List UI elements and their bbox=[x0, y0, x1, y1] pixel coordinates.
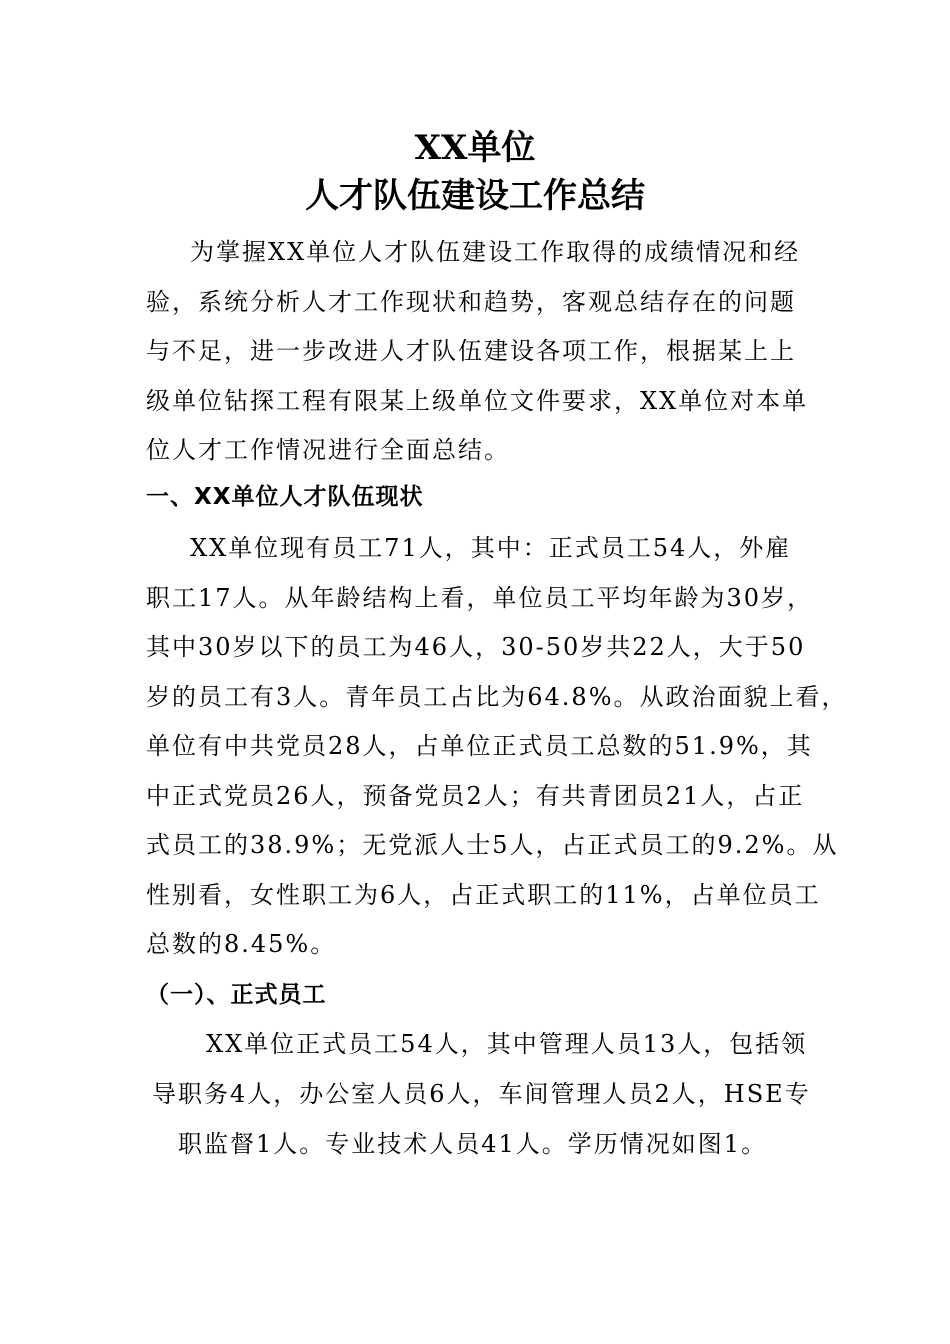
intro-line: 验，系统分析人才工作现状和趋势，客观总结存在的问题 bbox=[146, 287, 796, 316]
subsection1-line: 职监督1人。专业技术人员41人。学历情况如图1。 bbox=[178, 1130, 768, 1158]
subsection-heading: （一）、正式员工 bbox=[146, 982, 327, 1008]
document-title-line1: XX单位 bbox=[414, 128, 536, 168]
section1-line: 单位有中共党员28人，占单位正式员工总数的51.9%，其 bbox=[146, 732, 813, 760]
document-title-line2: 人才队伍建设工作总结 bbox=[305, 176, 645, 216]
section1-line: 总数的8.45%。 bbox=[146, 930, 337, 958]
subsection1-line: XX单位正式员工54人，其中管理人员13人，包括领 bbox=[206, 1030, 808, 1058]
section1-line: 式员工的38.9%；无党派人士5人，占正式员工的9.2%。从 bbox=[146, 831, 839, 859]
section1-line: 职工17人。从年龄结构上看，单位员工平均年龄为30岁， bbox=[146, 583, 814, 612]
section1-line: XX单位现有员工71人，其中：正式员工54人，外雇 bbox=[190, 534, 792, 562]
section1-line: 岁的员工有3人。青年员工占比为64.8%。从政治面貌上看， bbox=[146, 682, 848, 711]
section1-line: 其中30岁以下的员工为46人，30-50岁共22人，大于50 bbox=[146, 633, 806, 661]
intro-line: 为掌握XX单位人才队伍建设工作取得的成绩情况和经 bbox=[190, 238, 801, 266]
section1-paragraph bbox=[146, 524, 848, 970]
section-heading: 一、XX单位人才队伍现状 bbox=[146, 484, 424, 510]
intro-line: 级单位钻探工程有限某上级单位文件要求，XX单位对本单 bbox=[146, 386, 809, 415]
intro-paragraph bbox=[146, 228, 816, 476]
intro-line: 与不足，进一步改进人才队伍建设各项工作，根据某上上 bbox=[146, 337, 796, 365]
intro-line: 位人才工作情况进行全面总结。 bbox=[146, 436, 510, 464]
section1-line: 中正式党员26人，预备党员2人；有共青团员21人，占正 bbox=[146, 781, 805, 810]
section1-line: 性别看，女性职工为6人，占正式职工的11%，占单位员工 bbox=[146, 880, 821, 909]
subsection1-line: 导职务4人，办公室人员6人，车间管理人员2人，HSE专 bbox=[152, 1080, 811, 1108]
